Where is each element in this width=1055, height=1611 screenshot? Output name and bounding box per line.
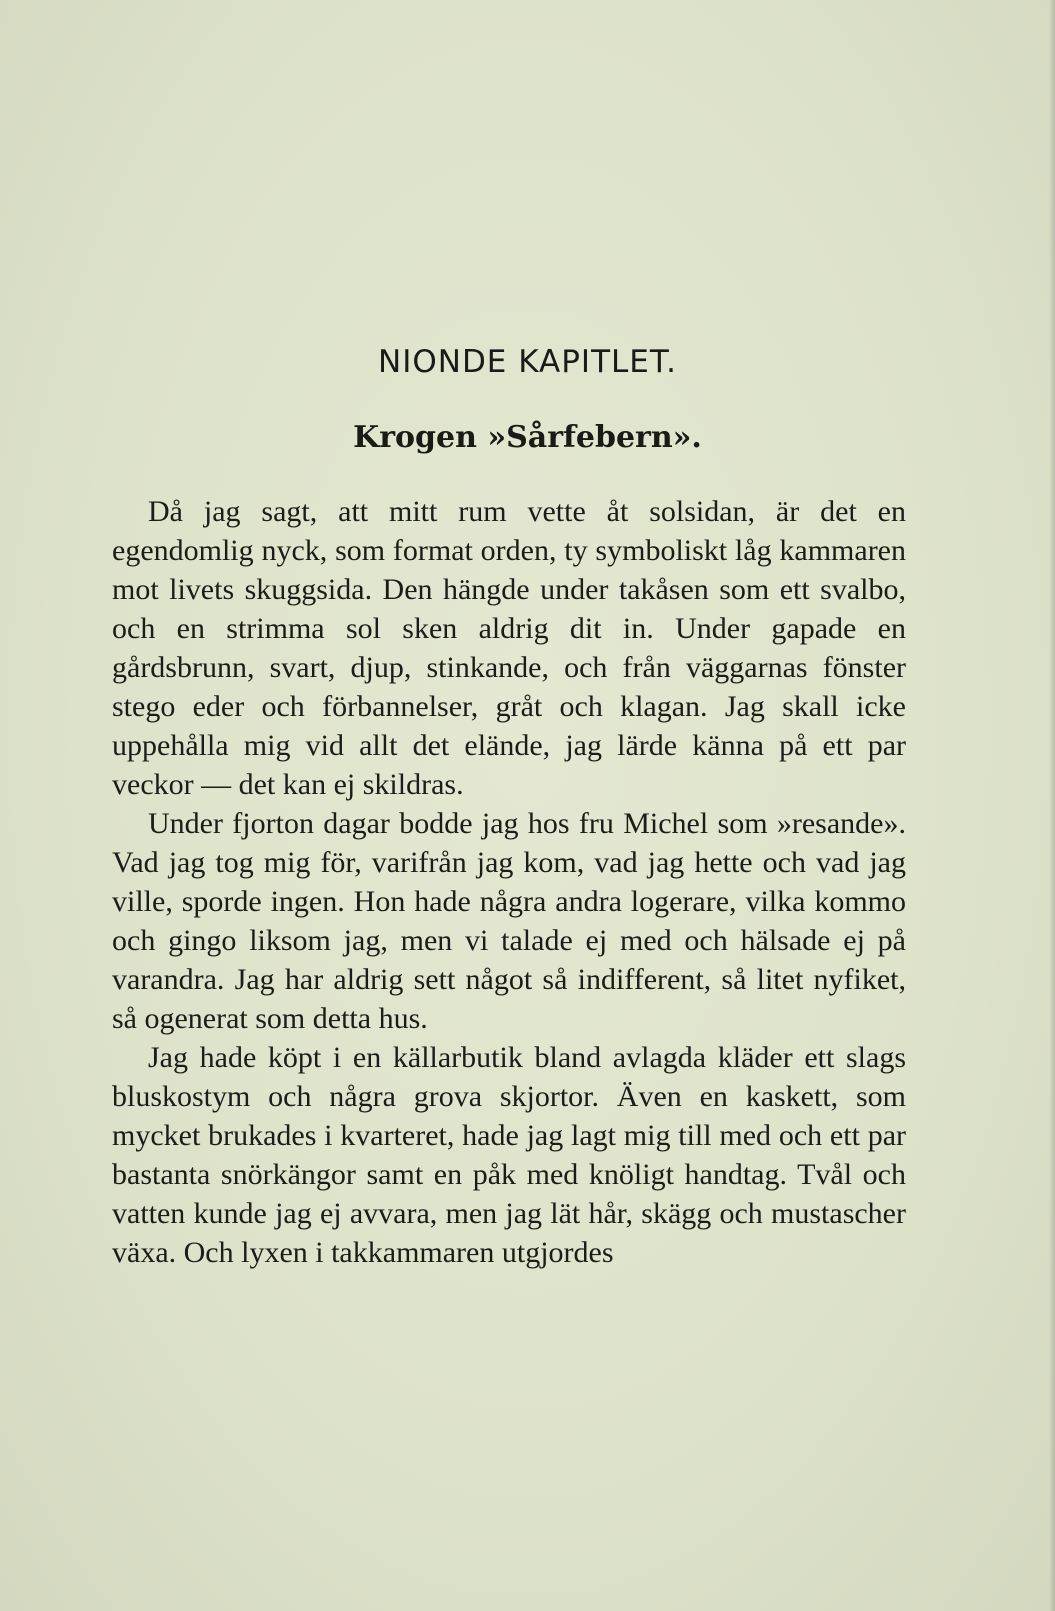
chapter-subtitle: Krogen »Sårfebern». — [353, 420, 702, 455]
paragraph: Då jag sagt, att mitt rum vette åt solsidan, är det en egendomlig nyck, som format orden, ty symboliskt låg kammaren mot livets skuggsida. Den hängde under takåsen som ett svalbo, och en strimma sol sken aldrig dit in. Under gapade en gårdsbrunn, svart, djup, stinkande, och från väggarnas fönster stego eder och förbannelser, gråt och klagan. Jag skall icke uppehålla mig vid allt det elände, jag lärde känna på ett par veckor — det kan ej skildras. — [112, 495, 906, 801]
body-text — [112, 492, 906, 1272]
page-edge-shadow — [1049, 0, 1055, 1611]
paragraph: Jag hade köpt i en källarbutik bland avlagda kläder ett slags bluskostym och några grova skjortor. Även en kaskett, som mycket brukades i kvarteret, hade jag lagt mig till med och ett par bastanta snörkängor samt en påk med knöligt handtag. Tvål och vatten kunde jag ej avvara, men jag lät hår, skägg och mustascher växa. Och lyxen i takkammaren utgjordes — [112, 1041, 906, 1269]
paragraph: Under fjorton dagar bodde jag hos fru Michel som »resande». Vad jag tog mig för, varifrån jag kom, vad jag hette och vad jag ville, sporde ingen. Hon hade några andra logerare, vilka kommo och gingo liksom jag, men vi talade ej med och hälsade ej på varandra. Jag har aldrig sett något så indifferent, så litet nyfiket, så ogenerat som detta hus. — [112, 807, 906, 1035]
chapter-heading: NIONDE KAPITLET. — [378, 344, 677, 380]
